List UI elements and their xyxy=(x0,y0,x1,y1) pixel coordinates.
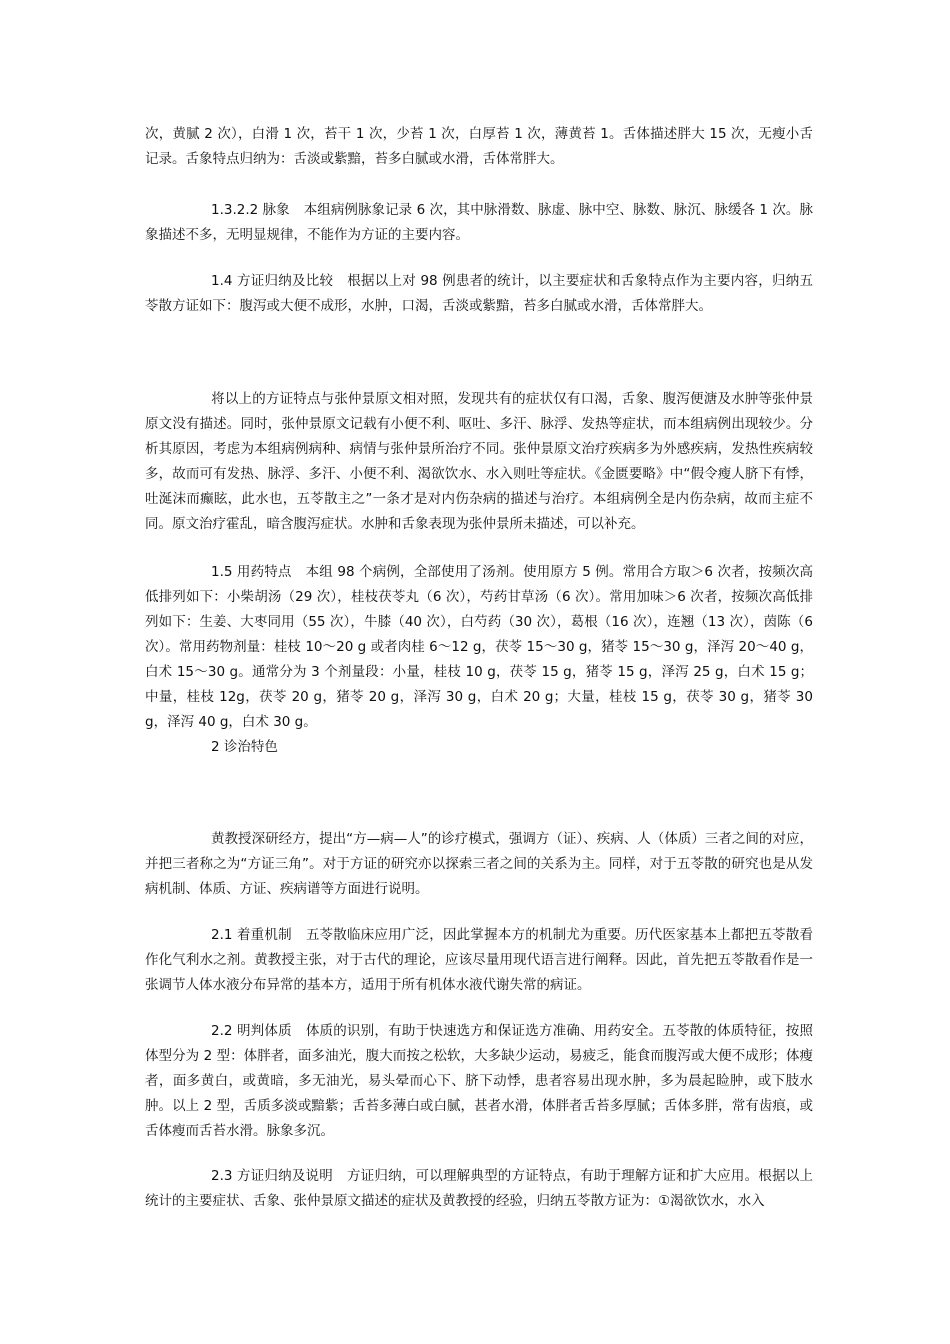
paragraph-text: 本组 98 个病例，全部使用了汤剂。使用原方 5 例。常用合方取＞6 次者，按频次高低排列如下：小柴胡汤（29 次），桂枝茯苓丸（6 次），芍药甘草汤（6 次）。常用加味＞6 次者，按频次高低排列如下：生姜、大枣同用（55 次），牛膝（40 次），白芍药（30 次），葛根（16 次），连翘（13 次），茵陈（6 次）。常用药物剂量：桂枝 10～20 g 或者肉桂 6～12 g，茯苓 15～30 g，猪苓 15～30 g，泽泻 20～40 g，白术 15～30 g。通常分为 3 个剂量段：小量，桂枝 10 g，茯苓 15 g，猪苓 15 g，泽泻 25 g，白术 15 g；中量，桂枝 12g，茯苓 20 g，猪苓 20 g，泽泻 30 g，白术 20 g；大量，桂枝 15 g，茯苓 30 g，猪苓 30 g，泽泻 40 g，白术 30 g。 xyxy=(145,564,813,730)
paragraph-text: 将以上的方证特点与张仲景原文相对照，发现共有的症状仅有口渴，舌象、腹泻便溏及水肿等张仲景原文没有描述。同时，张仲景原文记载有小便不利、呕吐、多汗、脉浮、发热等症状，而本组病例出现较少。分析其原因，考虑为本组病例病种、病情与张仲景所治疗不同。张仲景原文治疗疾病多为外感疾病，发热性疾病较多，故而可有发热、脉浮、多汗、小便不利、渴欲饮水、水入则吐等症状。《金匮要略》中“假令瘦人脐下有悸，吐涎沫而癫眩，此水也，五苓散主之”一条才是对内伤杂病的描述与治疗。本组病例全是内伤杂病，故而主症不同。原文治疗霍乱，暗含腹泻症状。水肿和舌象表现为张仲景所未描述，可以补充。 xyxy=(145,391,813,532)
paragraph-text: 方证归纳，可以理解典型的方证特点，有助于理解方证和扩大应用。根据以上统计的主要症状、舌象、张仲景原文描述的症状及黄教授的经验，归纳五苓散方证为：①渴欲饮水，水入 xyxy=(145,1168,813,1209)
paragraph-text: 根据以上对 98 例患者的统计，以主要症状和舌象特点作为主要内容，归纳五苓散方证如下：腹泻或大便不成形，水肿，口渴，舌淡或紫黯，苔多白腻或水滑，舌体常胖大。 xyxy=(145,273,814,314)
paragraph-text: 体质的识别，有助于快速选方和保证选方准确、用药安全。五苓散的体质特征，按照体型分为 2 型：体胖者，面多油光，腹大而按之松软，大多缺少运动，易疲乏，能食而腹泻或大便不成形；体瘦者，面多黄白，或黄暗，多无油光，易头晕而心下、脐下动悸，患者容易出现水肿，多为晨起睑肿，或下肢水肿。以上 2 型，舌质多淡或黯紫；舌苔多薄白或白腻，甚者水滑，体胖者舌苔多厚腻；舌体多胖，常有齿痕，或舌体瘦而舌苔水滑。脉象多沉。 xyxy=(145,1023,813,1139)
section-title-diagnosis xyxy=(145,735,813,760)
paragraph-intro-model xyxy=(145,827,813,902)
section-heading: 2.1 着重机制 xyxy=(211,927,292,943)
section-heading: 2.2 明判体质 xyxy=(211,1023,292,1039)
section-heading: 1.4 方证归纳及比较 xyxy=(211,273,334,289)
paragraph-text: 次，黄腻 2 次），白滑 1 次，苔干 1 次，少苔 1 次，白厚苔 1 次，薄黄苔 1。舌体描述胖大 15 次，无瘦小舌记录。舌象特点归纳为：舌淡或紫黯，苔多白腻或水滑，舌体常胖大。 xyxy=(145,126,813,167)
section-heading: 1.5 用药特点 xyxy=(211,564,292,580)
paragraph-text: 本组病例脉象记录 6 次，其中脉滑数、脉虚、脉中空、脉数、脉沉、脉缓各 1 次。脉象描述不多，无明显规律，不能作为方证的主要内容。 xyxy=(145,202,813,243)
paragraph-constitution xyxy=(145,1019,813,1144)
section-heading: 2.3 方证归纳及说明 xyxy=(211,1168,333,1184)
paragraph-formula-explanation xyxy=(145,1164,813,1214)
section-heading: 2 诊治特色 xyxy=(211,739,278,755)
section-heading: 1.3.2.2 脉象 xyxy=(211,202,290,218)
paragraph-mechanism xyxy=(145,923,813,998)
paragraph-text: 黄教授深研经方，提出“方—病—人”的诊疗模式，强调方（证）、疾病、人（体质）三者之间的对应，并把三者称之为“方证三角”。对于方证的研究亦以探索三者之间的关系为主。同样，对于五苓散的研究也是从发病机制、体质、方证、疾病谱等方面进行说明。 xyxy=(145,831,813,897)
paragraph-comparison xyxy=(145,387,813,537)
paragraph-medication xyxy=(145,560,813,735)
paragraph-formula-summary xyxy=(145,269,813,319)
paragraph-pulse xyxy=(145,198,813,248)
paragraph-tongue-summary xyxy=(145,122,813,172)
paragraph-text: 五苓散临床应用广泛，因此掌握本方的机制尤为重要。历代医家基本上都把五苓散看作化气利水之剂。黄教授主张，对于古代的理论，应该尽量用现代语言进行阐释。因此，首先把五苓散看作是一张调节人体水液分布异常的基本方，适用于所有机体水液代谢失常的病证。 xyxy=(145,927,813,993)
